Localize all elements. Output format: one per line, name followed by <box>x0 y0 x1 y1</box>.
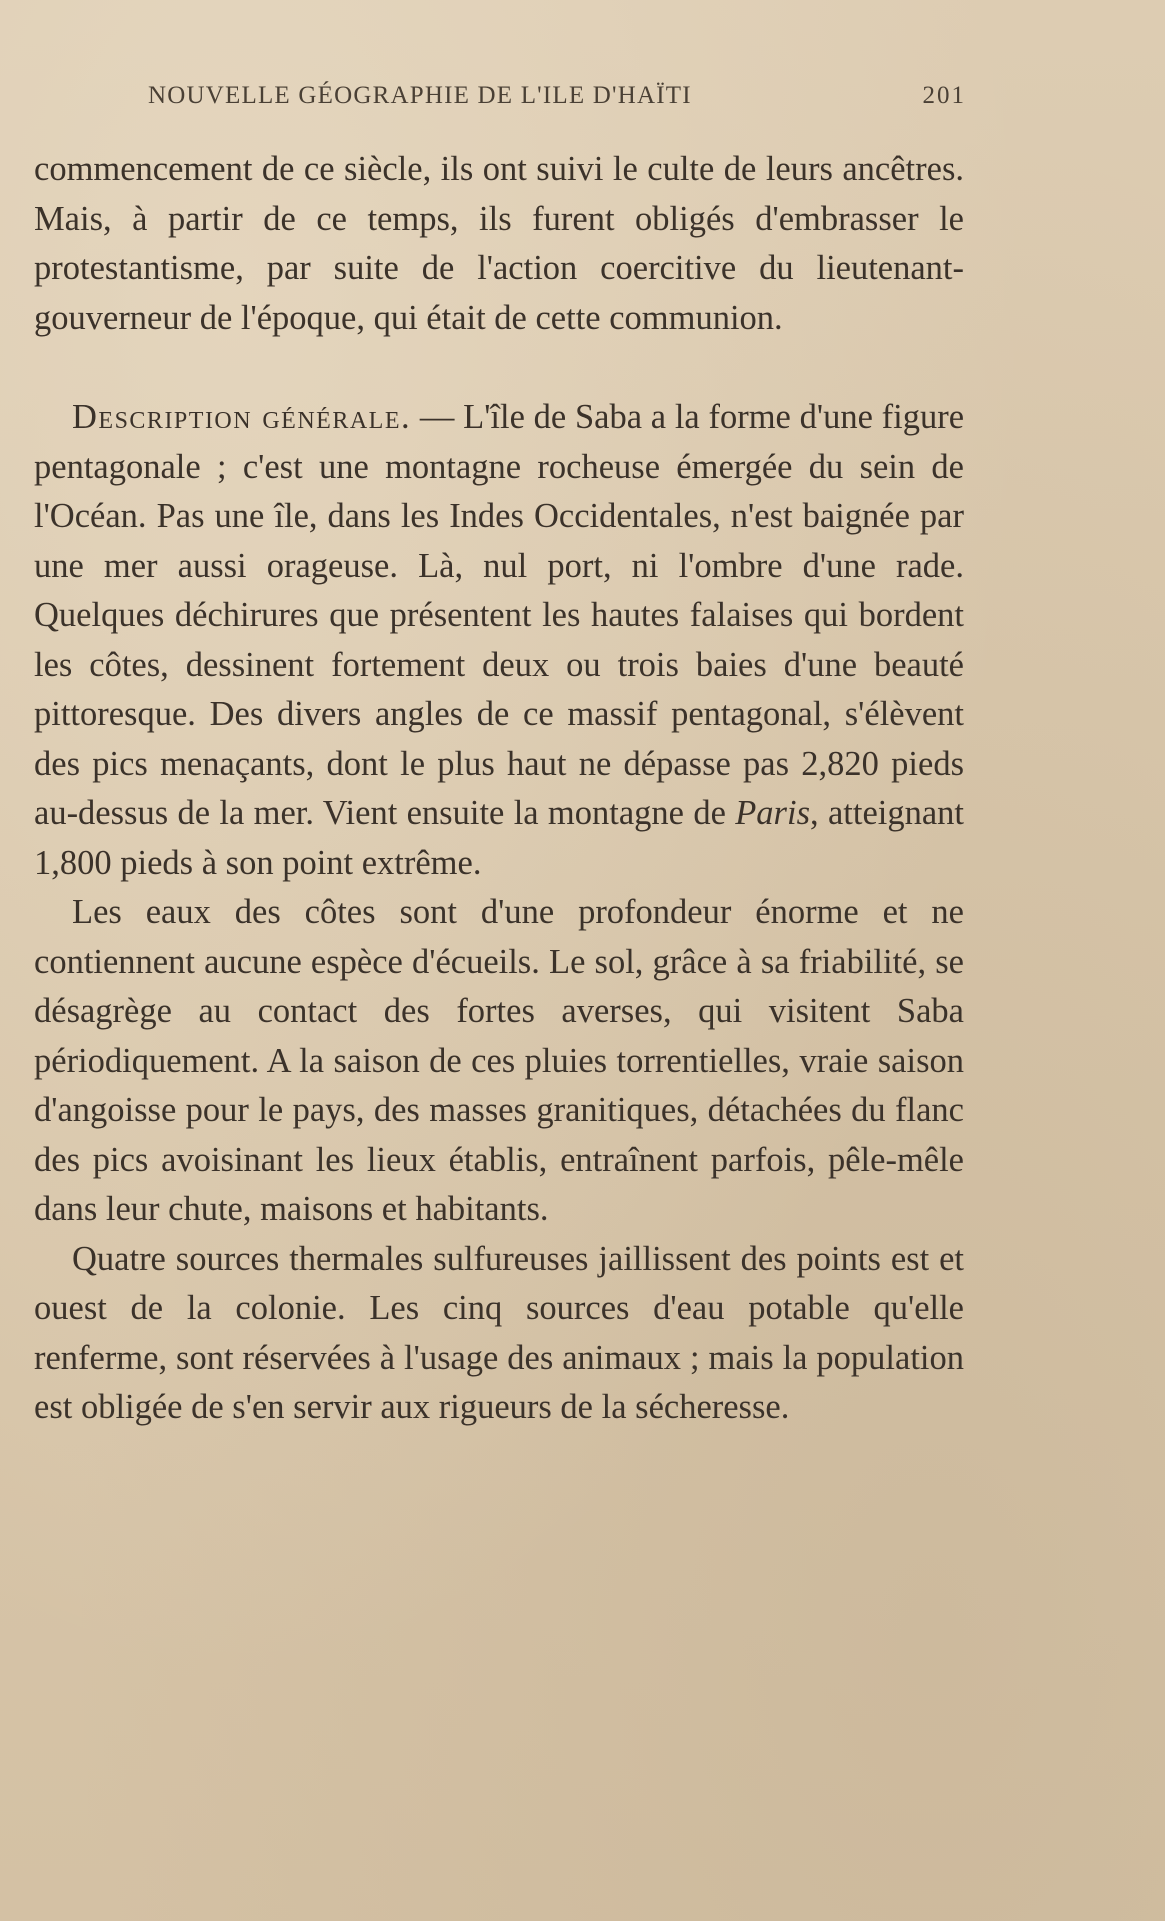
description-italic-name: Paris <box>735 794 810 832</box>
description-text-b: , atteignant 1,800 pieds à son point extrême. <box>34 794 964 882</box>
paragraph-coasts: Les eaux des côtes sont d'une profondeur énorme et ne contiennent aucune espèce d'écueils. Le sol, grâce à sa friabilité, se désagrège au contact des fortes averses, qui visitent Saba périodiquement. A la saison de ces pluies torrentielles, vraie saison d'angoisse pour le pays, des masses granitiques, détachées du flanc des pics avoisinant les lieux établis, entraînent parfois, pêle-mêle dans leur chute, maisons et habitants. <box>34 893 964 1228</box>
running-header <box>148 82 966 122</box>
paragraph-springs: Quatre sources thermales sulfureuses jaillissent des points est et ouest de la colonie. Les cinq sources d'eau potable qu'elle renferme, sont réservées à l'usage des animaux ; mais la population est obligée de s'en servir aux rigueurs de la sécheresse. <box>34 1239 964 1426</box>
description-text-a: L'île de Saba a la forme d'une figure pentagonale ; c'est une montagne rocheuse émergée du sein de l'Océan. Pas une île, dans les Indes Occidentales, n'est baignée par une mer aussi orageuse. Là, nul port, ni l'ombre d'une rade. Quelques déchirures que présentent les hautes falaises qui bordent les côtes, dessinent fortement deux ou trois baies d'une beauté pittoresque. Des divers angles de ce massif pentagonal, s'élèvent des pics menaçants, dont le plus haut ne dépasse pas 2,820 pieds au-dessus de la mer. Vient ensuite la montagne de <box>34 398 965 832</box>
heading-dash: — <box>411 398 464 436</box>
page-number: 201 <box>922 82 966 109</box>
running-title: NOUVELLE GÉOGRAPHIE DE L'ILE D'HAÏTI <box>148 82 692 109</box>
paragraph-continuation: commencement de ce siècle, ils ont suivi le culte de leurs ancêtres. Mais, à partir de ce temps, ils furent obligés d'embrasser le protestantisme, par suite de l'action coercitive du lieutenant-gouverneur de l'époque, qui était de cette communion. <box>34 150 964 337</box>
paragraph-description <box>34 393 964 888</box>
page-body <box>34 145 964 1433</box>
section-heading: Description générale. <box>72 398 412 436</box>
